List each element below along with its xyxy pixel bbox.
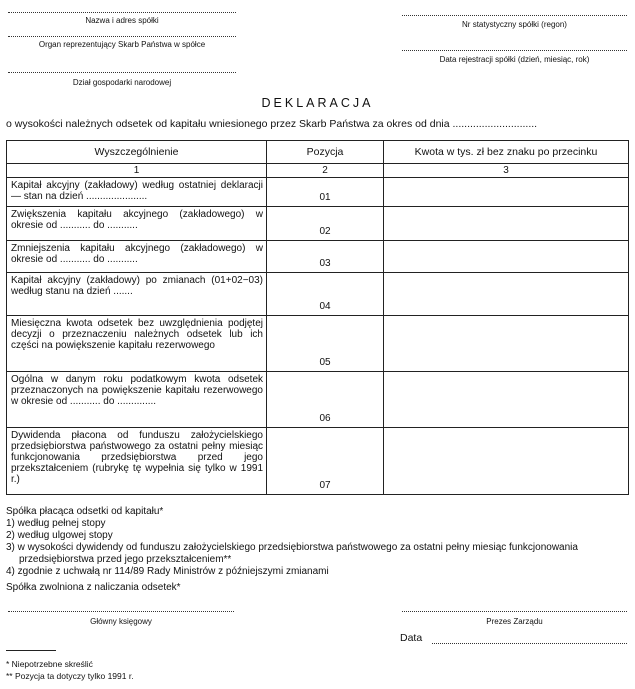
table-row xyxy=(7,428,629,495)
row-01-amount[interactable] xyxy=(384,178,629,207)
row-05-position: 05 xyxy=(267,316,384,372)
declaration-table xyxy=(6,140,629,495)
table-row xyxy=(7,178,629,207)
row-03-amount[interactable] xyxy=(384,241,629,273)
row-05-amount[interactable] xyxy=(384,316,629,372)
row-06-amount[interactable] xyxy=(384,372,629,428)
chief-accountant-signature-line[interactable] xyxy=(8,611,234,612)
chief-accountant-caption: Główny księgowy xyxy=(90,617,152,626)
table-row xyxy=(7,316,629,372)
header-position: Pozycja xyxy=(267,141,384,164)
company-name-caption: Nazwa i adres spółki xyxy=(85,16,159,25)
date-line[interactable] xyxy=(432,643,627,644)
company-name-line[interactable] xyxy=(8,12,236,13)
colnum-2: 2 xyxy=(267,164,384,178)
footnote-1: * Niepotrzebne skreślić xyxy=(6,659,93,669)
option-3[interactable]: 3) w wysokości dywidendy od funduszu założycielskiego przedsiębiorstwa państwowego za ostatni pełny miesiąc funkcjonowania przedsiębiorstwa przed jego przekształceniem** xyxy=(6,542,578,565)
row-07-description: Dywidenda płacona od funduszu założycielskiego przedsiębiorstwa państwowego za ostatni pełny miesiąc funkcjonowania przedsiębiorstwa przed jego przekształceniem (rubrykę tę wypełnia się tylko w 1991 r.) xyxy=(7,428,267,495)
row-05-description: Miesięczna kwota odsetek bez uwzględnienia podjętej decyzji o przeznaczeniu należnych odsetek lub ich części na powiększenie kapitału rezerwowego xyxy=(7,316,267,372)
header-description: Wyszczególnienie xyxy=(7,141,267,164)
board-president-signature-line[interactable] xyxy=(402,611,627,612)
state-organ-line[interactable] xyxy=(8,36,236,37)
row-03-description: Zmniejszenia kapitału akcyjnego (zakładowego) w okresie od ........... do ........... xyxy=(7,241,267,273)
colnum-1: 1 xyxy=(7,164,267,178)
row-06-description: Ogólna w danym roku podatkowym kwota odsetek przeznaczonych na powiększenie kapitału rezerwowego w okresie od ........... do .............. xyxy=(7,372,267,428)
row-02-amount[interactable] xyxy=(384,207,629,241)
footnote-2: ** Pozycja ta dotyczy tylko 1991 r. xyxy=(6,671,134,681)
row-04-position: 04 xyxy=(267,273,384,316)
registration-date-line[interactable] xyxy=(402,50,627,51)
option-4[interactable]: 4) zgodnie z uchwałą nr 114/89 Rady Ministrów z późniejszymi zmianami xyxy=(6,566,329,577)
option-2[interactable]: 2) według ulgowej stopy xyxy=(6,530,113,541)
colnum-3: 3 xyxy=(384,164,629,178)
payer-options xyxy=(6,518,629,578)
row-07-amount[interactable] xyxy=(384,428,629,495)
column-number-row xyxy=(7,164,629,178)
payer-heading: Spółka płacąca odsetki od kapitału* xyxy=(6,506,164,517)
document-title: DEKLARACJA xyxy=(261,96,374,110)
exempt-label[interactable]: Spółka zwolniona z naliczania odsetek* xyxy=(6,582,181,593)
row-04-amount[interactable] xyxy=(384,273,629,316)
row-02-description: Zwiększenia kapitału akcyjnego (zakładowego) w okresie od ........... do ........... xyxy=(7,207,267,241)
economy-sector-line[interactable] xyxy=(8,72,236,73)
header-amount: Kwota w tys. zł bez znaku po przecinku xyxy=(384,141,629,164)
regon-line[interactable] xyxy=(402,15,627,16)
date-label: Data xyxy=(400,632,423,644)
row-03-position: 03 xyxy=(267,241,384,273)
regon-caption: Nr statystyczny spółki (regon) xyxy=(462,20,567,29)
board-president-caption: Prezes Zarządu xyxy=(486,617,543,626)
row-02-position: 02 xyxy=(267,207,384,241)
row-04-description: Kapitał akcyjny (zakładowy) po zmianach (01+02−03) według stanu na dzień ....... xyxy=(7,273,267,316)
table-row xyxy=(7,207,629,241)
table-row xyxy=(7,372,629,428)
row-01-position: 01 xyxy=(267,178,384,207)
table-row xyxy=(7,273,629,316)
row-01-description: Kapitał akcyjny (zakładowy) według ostatniej deklaracji — stan na dzień ...................... xyxy=(7,178,267,207)
option-1[interactable]: 1) według pełnej stopy xyxy=(6,518,106,529)
economy-sector-caption: Dział gospodarki narodowej xyxy=(72,78,172,87)
row-06-position: 06 xyxy=(267,372,384,428)
row-07-position: 07 xyxy=(267,428,384,495)
table-header-row xyxy=(7,141,629,164)
document-subtitle: o wysokości należnych odsetek od kapitału wniesionego przez Skarb Państwa za okres od dnia ............................. xyxy=(6,118,538,130)
registration-date-caption: Data rejestracji spółki (dzień, miesiąc, rok) xyxy=(439,55,590,64)
table-row xyxy=(7,241,629,273)
state-organ-caption: Organ reprezentujący Skarb Państwa w spółce xyxy=(38,40,206,49)
footnote-divider xyxy=(6,650,56,651)
